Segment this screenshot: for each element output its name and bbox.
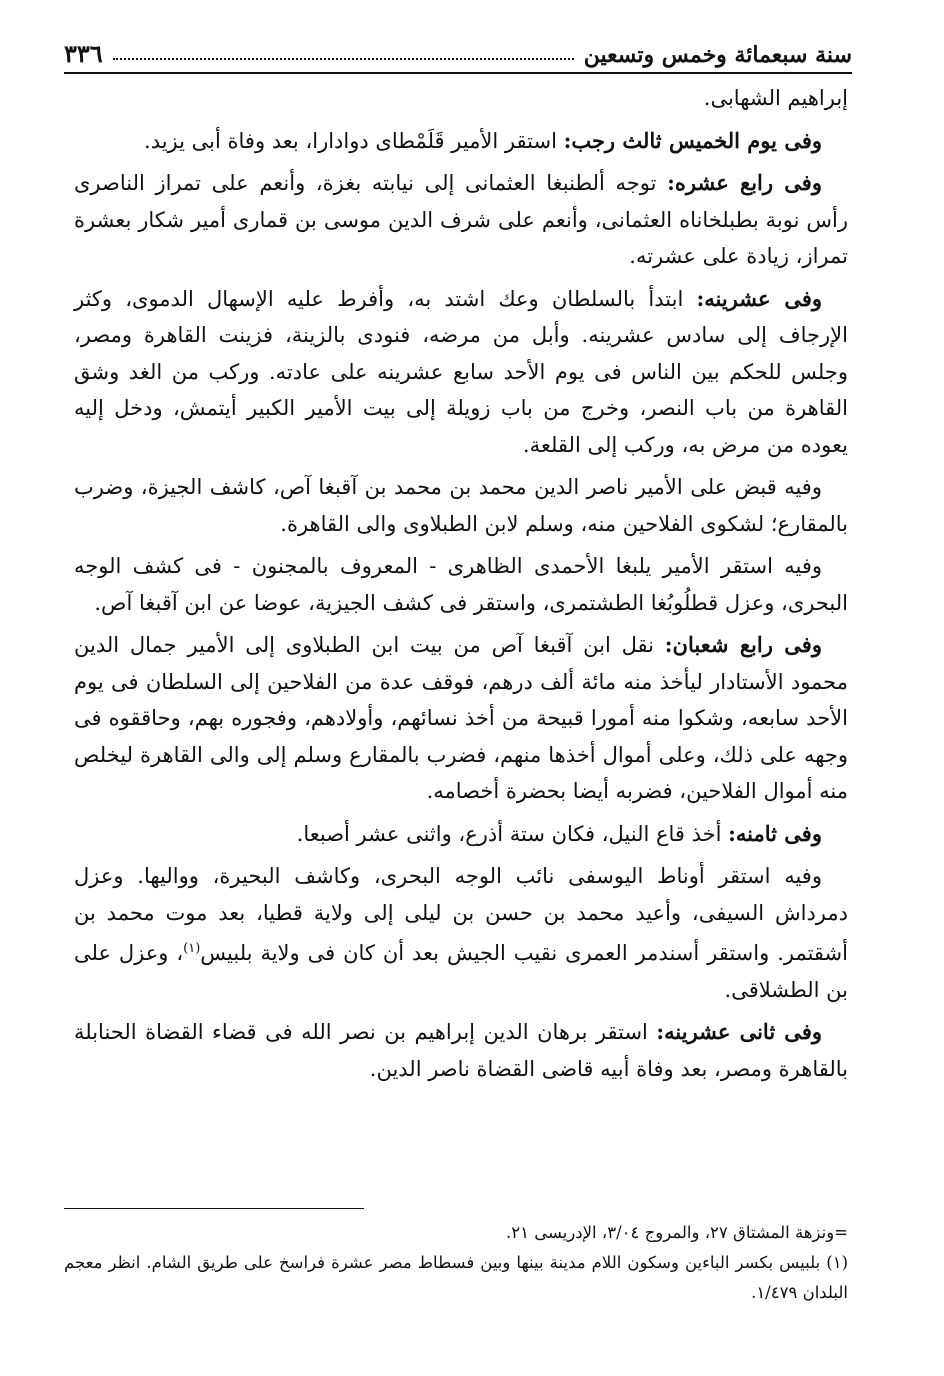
footnote: (١) بلبيس بكسر الباءين وسكون اللام مدينة بينها وبين فسطاط مصر عشرة فراسخ على طريق الشام. انظر معجم البلدان ١/٤٧٩.: [64, 1253, 848, 1302]
paragraph: وفى ثانى عشرينه: استقر برهان الدين إبراهيم بن نصر الله فى قضاء القضاة الحنابلة بالقاهرة ومصر، بعد وفاة أبيه قاضى القضاة ناصر الدين.: [74, 1019, 848, 1081]
paragraph: وفى عشرينه: ابتدأ بالسلطان وعك اشتد به، وأفرط عليه الإسهال الدموى، وكثر الإرجاف إلى سادس عشرينه. وأبل من مرضه، فنودى بالزينة، فزينت القاهرة ومصر، وجلس للحكم بين الناس فى يوم الأحد سابع عشرينه على عادته. وركب من الغد وشق القاهرة من باب النصر، وخرج من باب زويلة إلى بيت الأمير الكبير أيتمش، ودخل إليه يعوده من مرض به، وركب إلى القلعة.: [74, 285, 848, 457]
paragraph: وفى رابع عشره: توجه ألطنبغا العثمانى إلى نيابته بغزة، وأنعم على تمراز الناصرى رأس نوبة بطبلخاناه العثمانى، وأنعم على شرف الدين موسى بن قمارى أمير شكار بعشرة تمراز، زيادة على عشرته.: [74, 170, 848, 268]
paragraph: وفيه استقر أوناط اليوسفى نائب الوجه البحرى، وكاشف البحيرة، وواليها. وعزل دمرداش السيفى، وأعيد محمد بن حسن بن ليلى إلى ولاية قطيا، بعد موت محمد بن أشقتمر. واستقر أسندمر العمرى نقيب الجيش بعد أن كان فى ولاية بلبيس$^{(١)}$، وعزل على بن الطشلاقى.: [74, 864, 848, 1002]
running-title: سنة سبعمائة وخمس وتسعين: [583, 42, 852, 68]
date-lead: وفى يوم الخميس ثالث رجب:: [563, 127, 822, 153]
footnote-divider: [64, 1208, 364, 1209]
footnote: =ونزهة المشتاق ٢٧، والمروج ٣/٠٤، الإدريسى ٢١.: [506, 1223, 848, 1242]
date-lead: وفى رابع عشره:: [667, 170, 822, 195]
paragraph: إبراهيم الشهابى.: [703, 86, 848, 110]
paragraph: وفى ثامنه: أخذ قاع النيل، فكان ستة أذرع، واثنى عشر أصبعا.: [296, 820, 822, 846]
main-text: [74, 80, 848, 1093]
page-number: ٣٣٦: [64, 39, 103, 68]
running-header: [64, 28, 852, 74]
paragraph: وفيه قبض على الأمير ناصر الدين محمد بن محمد بن آقبغا آص، كاشف الجيزة، وضرب بالمقارع؛ لشكوى الفلاحين منه، وسلم لابن الطبلاوى والى القاهرة.: [74, 475, 848, 536]
paragraph: وفيه استقر الأمير يلبغا الأحمدى الظاهرى - المعروف بالمجنون - فى كشف الوجه البحرى، وعزل قطلُوبُغا الطشتمرى، واستقر فى كشف الجيزية، عوضا عن ابن آقبغا آص.: [74, 554, 848, 615]
paragraph: وفى يوم الخميس ثالث رجب: استقر الأمير قَلَمْطاى دوادارا، بعد وفاة أبى يزيد.: [144, 127, 822, 153]
dotted-leader: [113, 58, 574, 60]
footnote-ref: (١): [183, 941, 201, 956]
footnotes: [64, 1218, 848, 1308]
date-lead: وفى ثانى عشرينه:: [656, 1019, 822, 1044]
date-lead: وفى عشرينه:: [696, 285, 823, 311]
paragraph: وفى رابع شعبان: نقل ابن آقبغا آص من بيت ابن الطبلاوى إلى الأمير جمال الدين محمود الأستادار ليأخذ منه مائة ألف درهم، فوقف عدة من الفلاحين إلى السلطان فى يوم الأحد سابعه، وشكوا منه أمورا قبيحة من أخذ نسائهم، وأولادهم، وفجوره بهم، وحاققوه فى وجهه على ذلك، وعلى أموال أخذها منهم، فضرب بالمقارع وسلم إلى والى القاهرة ليخلص منه أموال الفلاحين، فضربه أيضا بحضرة أخصامه.: [74, 632, 849, 803]
date-lead: وفى ثامنه:: [728, 820, 822, 846]
date-lead: وفى رابع شعبان:: [664, 632, 822, 657]
